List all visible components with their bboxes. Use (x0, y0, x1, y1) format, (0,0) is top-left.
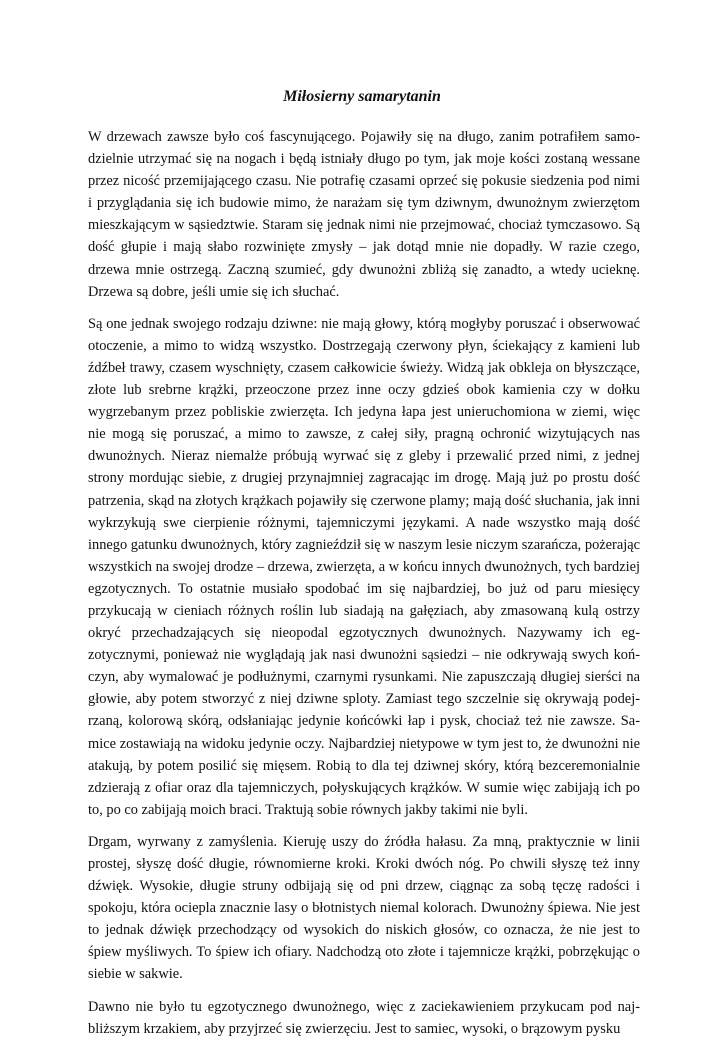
paragraph: Dawno nie było tu egzotycznego dwunożnego, więc z zaciekawieniem przykucam pod najbliższym krzakiem, aby przyjrzeć się zwierzęciu. Jest to samiec, wysoki, o brązowym pysku (88, 998, 640, 1037)
document-body (88, 126, 640, 1050)
paragraph: Drgam, wyrwany z zamyślenia. Kieruję uszy do źródła hałasu. Za mną, praktycznie w linii prostej, słyszę dość długie, równomierne kroki. Kroki dwóch nóg. Po chwili słyszę też inny dźwięk. Wysokie, długie struny odbijają się od pni drzew, ciągnąc za sobą tęczę radości i spokoju, która ociepla znacznie lasy o błotnistych niemal kolorach. Dwunożny śpiewa. Nie jest to jednak dźwięk przechodzący od wysokich do niskich głosów, co oznacza, że nie jest to śpiew myśliwych. To śpiew ich ofiary. Nadchodzą oto złote i tajemnicze krążki, pobrzękując o siebie w sakwie. (88, 833, 640, 983)
paragraph: W drzewach zawsze było coś fascynującego. Pojawiły się na długo, zanim potrafiłem samodzielnie utrzymać się na nogach i będą istniały długo po tym, jak moje kości zostaną wessane przez nicość przemijającego czasu. Nie potrafię czasami oprzeć się pokusie siedzenia pod nimi i przyglądania się ich budowie mimo, że narażam się tym dziwnym, dwunożnym zwierzętom mieszkającym w sąsiedztwie. Staram się jednak nimi nie przejmować, chociaż tymczasowo. Są dość głupie i mają słabo rozwinięte zmysły – jak dotąd mnie nie dopadły. W razie czego, drzewa mnie ostrzegą. Zaczną szumieć, gdy dwunożni zbliżą się zanadto, a wtedy ucieknę. Drzewa są dobre, jeśli umie się ich słuchać. (88, 129, 640, 300)
document-title: Miłosierny samarytanin (283, 88, 441, 105)
paragraph: Są one jednak swojego rodzaju dziwne: nie mają głowy, którą mogłyby poruszać i obserwować otoczenie, a mimo to widzą wszystko. Dostrzegają czerwony płyn, ściekający z kamieni lub źdźbeł trawy, czasem wyschnięty, czasem całkowicie świeży. Widzą jak obkleja on błyszczące, złote lub srebrne krążki, przeoczone przez inne oczy gdzieś obok kamienia czy w dołku wygrzebanym przez pobliskie zwierzęta. Ich jedyna łapa jest unieruchomiona w ziemi, więc nie mogą się poruszać, a mimo to zawsze, z całej siły, pragną ochronić wizytujących nas dwunożnych. Nieraz niemalże próbują wyrwać się z gleby i przewalić przed nimi, z jednej strony mordując siebie, z drugiej przynajmniej zagracając im drogę. Mają już po prostu dość patrzenia, skąd na złotych krążkach pojawiły się czerwone plamy; mają dość słuchania, jak inni wykrzykują swe cierpienie różnymi, tajemniczymi językami. A nade wszystko mają dość innego gatunku dwunożnych, który zagnieździł się w naszym lesie niczym szarańcza, pożerając wszystkich na swojej drodze – drzewa, zwierzęta, a w końcu innych dwunożnych, tych bardziej egzotycznych. To ostatnie musiało spodobać im się najbardziej, bo już od paru miesięcy przykucają w cieniach różnych roślin lub siadają na gałęziach, aby zmasowaną kulą ostrzy okryć przechadzających się nieopodal egzotycznych dwunożnych. Nazywamy ich egzotycznymi, ponieważ nie wyglądają jak nasi dwunożni sąsiedzi – nie odkrywają swych kończyn, aby wymalować je podłużnymi, czarnymi rysunkami. Nie zapuszczają długiej sierści na głowie, aby potem stworzyć z niej dziwne sploty. Zamiast tego szczelnie się okrywają podejrzaną, kolorową skórą, odsłaniając jedynie końcówki łap i pysk, chociaż też nie zawsze. Samice zostawiają na widoku jedynie oczy. Najbardziej nietypowe w tym jest to, że dwunożni nie atakują, by potem posilić się mięsem. Robią to dla tej dziwnej skóry, którą bezceremonialnie zdzierają z ofiar oraz dla tajemniczych, połyskujących krążków. W sumie więc zabijają ich po to, po co zabijają moich braci. Traktują sobie równych jakby takimi nie byli. (88, 315, 640, 818)
